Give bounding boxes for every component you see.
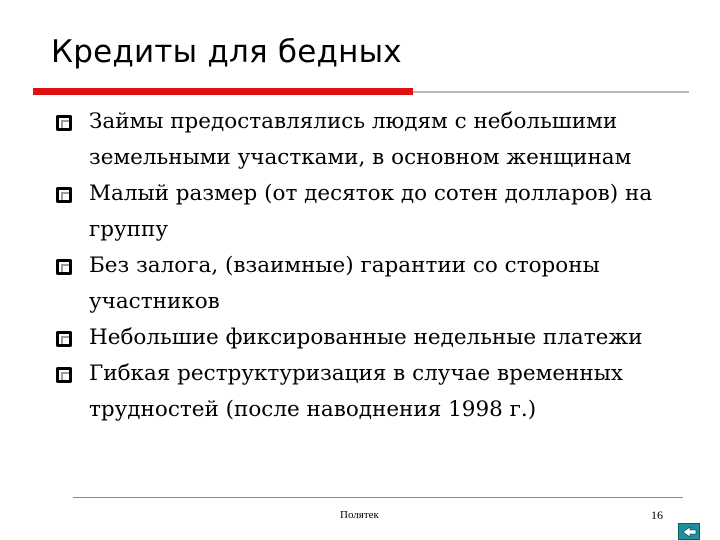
bullet-item [56,356,696,428]
bullet-text: Гибкая реструктуризация в случае временных трудностей (после наводнения 1998 г.) [89,361,623,422]
page-number: 16 [651,508,663,522]
bullet-item [56,176,696,248]
hollow-square-bullet-icon [56,259,72,275]
hollow-square-bullet-icon [56,187,72,203]
bullet-text: Займы предоставлялись людям с небольшими земельными участками, в основном женщинам [89,109,632,170]
footer-divider [73,497,683,498]
bullet-text: Небольшие фиксированные недельные платежи [89,325,643,350]
title-underline [33,88,689,95]
bullet-text: Без залога, (взаимные) гарантии со стороны участников [89,253,600,314]
bullet-list [56,104,696,428]
hollow-square-bullet-icon [56,367,72,383]
hollow-square-bullet-icon [56,331,72,347]
bullet-item [56,320,696,356]
back-arrow-icon [682,526,697,538]
title-underline-accent [33,88,413,95]
footer-author: Полятек [340,509,379,521]
hollow-square-bullet-icon [56,115,72,131]
slide-title: Кредиты для бедных [51,34,402,70]
bullet-text: Малый размер (от десяток до сотен долларов) на группу [89,181,653,242]
title-underline-line [413,91,689,93]
bullet-item [56,248,696,320]
bullet-item [56,104,696,176]
back-nav-button[interactable] [678,523,700,540]
